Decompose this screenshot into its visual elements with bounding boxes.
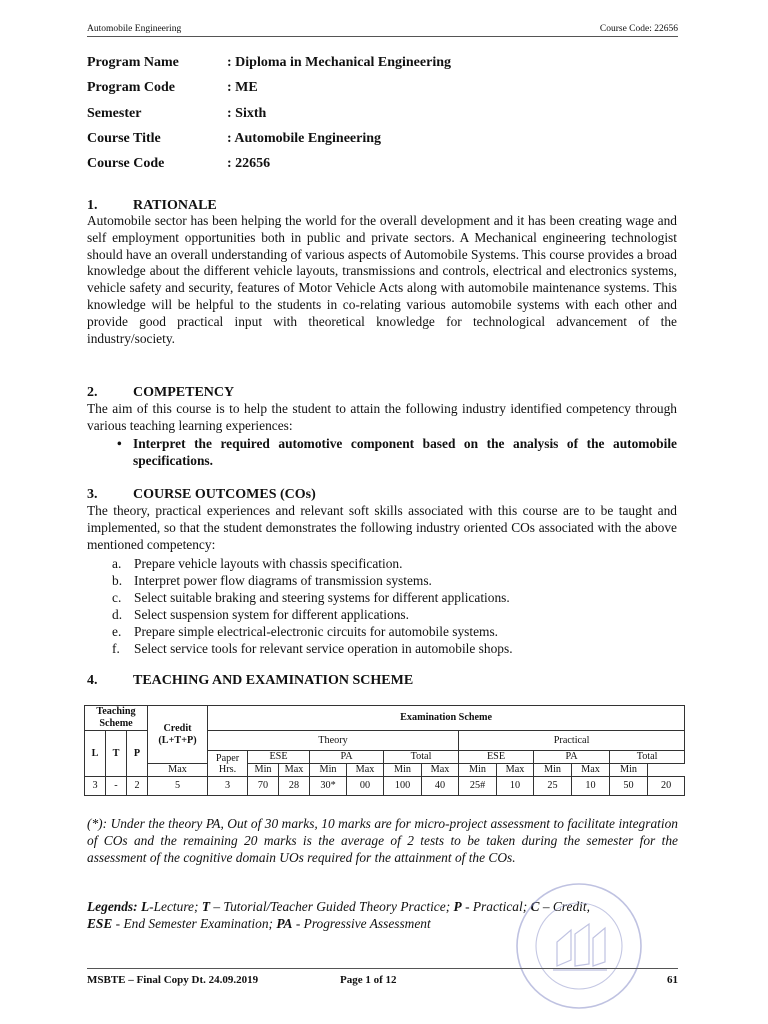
section-title: COURSE OUTCOMES (COs) [133, 487, 316, 502]
section-title: TEACHING AND EXAMINATION SCHEME [133, 673, 414, 688]
table-header-row [85, 764, 685, 777]
max-header: Max [279, 764, 310, 777]
t-header: T [106, 731, 127, 777]
header-course-code: Course Code: 22656 [599, 24, 678, 34]
section-heading-course-outcomes [87, 487, 316, 503]
table-cell: 40 [422, 777, 459, 796]
section-number: 4. [87, 673, 98, 688]
teaching-examination-table [84, 705, 685, 796]
paper-hrs-header: Paper Hrs. [208, 751, 248, 777]
list-item [112, 606, 513, 623]
table-cell: - [106, 777, 127, 796]
max-header: Max [422, 764, 459, 777]
page-header [87, 20, 678, 37]
footer-sheet-number: 61 [667, 974, 678, 986]
pa-note: (*): Under the theory PA, Out of 30 marks, 10 marks are for micro-project assessment to facilitate integration of COs and the remaining 20 marks is the average of 2 tests to be taken during the semester for the assessment of the cognitive domain UOs required for the attainment of the COs. [87, 816, 678, 865]
program-name-label: Program Name [87, 55, 179, 70]
list-item [112, 640, 513, 657]
practical-total-header: Total [610, 751, 685, 764]
table-cell: 25# [459, 777, 497, 796]
theory-ese-header: ESE [248, 751, 310, 764]
list-item-text: Prepare vehicle layouts with chassis specification. [134, 556, 403, 571]
competency-bullet-text: Interpret the required automotive component based on the analysis of the automobile specifications. [133, 436, 677, 468]
max-header: Max [148, 764, 208, 777]
max-header: Max [497, 764, 534, 777]
table-cell: 28 [279, 777, 310, 796]
course-outcomes-list [112, 555, 513, 657]
section-heading-rationale [87, 198, 217, 214]
max-header: Max [347, 764, 384, 777]
footer-page-number: Page 1 of 12 [340, 974, 397, 986]
list-item [112, 555, 513, 572]
legend-key: ESE [87, 916, 113, 931]
table-cell: 25 [534, 777, 572, 796]
legend-key: C [530, 899, 540, 914]
section-heading-teaching-scheme [87, 673, 413, 689]
list-item-text: Select suitable braking and steering systems for different applications. [134, 590, 510, 605]
course-title-label: Course Title [87, 130, 161, 146]
practical-pa-header: PA [534, 751, 610, 764]
section-number: 2. [87, 385, 98, 400]
program-name-value: : Diploma in Mechanical Engineering [227, 55, 451, 70]
legend-key: P [453, 899, 462, 914]
min-header: Min [610, 764, 648, 777]
table-row [85, 777, 685, 796]
practical-ese-header: ESE [459, 751, 534, 764]
table-cell: 50 [610, 777, 648, 796]
table-cell: 30* [310, 777, 347, 796]
list-marker: a. [112, 556, 122, 571]
examination-scheme-header: Examination Scheme [208, 706, 685, 731]
course-code-value: : 22656 [227, 156, 271, 172]
competency-bullet [117, 436, 677, 470]
list-marker: f. [112, 641, 120, 656]
theory-header: Theory [208, 731, 459, 751]
list-item-text: Prepare simple electrical-electronic circuits for automobile systems. [134, 624, 499, 639]
section-number: 3. [87, 487, 98, 502]
table-cell: 3 [85, 777, 106, 796]
course-code-label: Course Code [87, 156, 165, 172]
legend-value: – Tutorial/Teacher Guided Theory Practice; [213, 899, 451, 914]
table-cell: 10 [572, 777, 610, 796]
table-cell: 5 [148, 777, 208, 796]
table-cell: 100 [384, 777, 422, 796]
table-cell: 70 [248, 777, 279, 796]
max-header: Max [572, 764, 610, 777]
list-marker: e. [112, 624, 122, 639]
section-title: RATIONALE [133, 198, 217, 213]
page-footer [87, 968, 678, 986]
cos-intro: The theory, practical experiences and relevant soft skills associated with this course are to be taught and implemented, so that the student demonstrates the following industry oriented COs associated with the above mentioned competency: [87, 503, 677, 552]
program-code-value: : ME [227, 80, 258, 96]
course-title-value: : Automobile Engineering [227, 130, 382, 146]
legend-key: PA [276, 916, 293, 931]
legend-value: – Credit, [542, 899, 590, 914]
legend-key: L [140, 899, 150, 914]
min-header: Min [384, 764, 422, 777]
table-cell: 20 [648, 777, 685, 796]
legends-label: Legends: [87, 899, 138, 914]
program-code-label: Program Code [87, 80, 175, 96]
section-title: COMPETENCY [133, 385, 235, 400]
legend-value: - Practical; [465, 899, 528, 914]
legend-value: -Lecture; [149, 899, 199, 914]
legend-value: - Progressive Assessment [295, 916, 431, 931]
table-cell: 3 [208, 777, 248, 796]
min-header: Min [310, 764, 347, 777]
theory-total-header: Total [384, 751, 459, 764]
table-header-row [85, 706, 685, 731]
section-heading-competency [87, 385, 234, 401]
section-number: 1. [87, 198, 98, 213]
table-cell: 2 [127, 777, 148, 796]
credit-header: Credit (L+T+P) [148, 706, 208, 764]
list-item-text: Select service tools for relevant service operation in automobile shops. [134, 641, 513, 656]
competency-intro: The aim of this course is to help the student to attain the following industry identified competency through various teaching learning experiences: [87, 401, 677, 433]
theory-pa-header: PA [310, 751, 384, 764]
legend-value: - End Semester Examination; [115, 916, 273, 931]
footer-copy-date: MSBTE – Final Copy Dt. 24.09.2019 [87, 974, 259, 986]
practical-header: Practical [459, 731, 685, 751]
p-header: P [127, 731, 148, 777]
teaching-scheme-header: Teaching Scheme [85, 706, 148, 731]
header-course-name: Automobile Engineering [87, 24, 182, 34]
bullet-icon: • [117, 436, 122, 451]
table-cell: 00 [347, 777, 384, 796]
semester-value: : Sixth [227, 105, 267, 121]
rationale-text: Automobile sector has been helping the world for the overall development and it has been creating wage and self employment opportunities both in public and private sectors. A Mechanical engineering technologist should have an overall understanding of various aspects of Automobile Systems. This course provides a broad knowledge about the different vehicle layouts, transmissions and controls, electrical and electronics systems, vehicle safety and security, features of Motor Vehicle Acts along with automobile maintenance systems. This knowledge will be helpful to the students in co-relating various automobile systems with each other and provide good practical input with theoretical knowledge for technological advancement of the industry/society. [87, 213, 677, 346]
list-item [112, 572, 513, 589]
list-item [112, 589, 513, 606]
list-marker: c. [112, 590, 122, 605]
list-item [112, 623, 513, 640]
table-cell: 10 [497, 777, 534, 796]
list-marker: b. [112, 573, 123, 588]
list-marker: d. [112, 607, 123, 622]
l-header: L [85, 731, 106, 777]
list-item-text: Select suspension system for different applications. [134, 607, 409, 622]
min-header: Min [248, 764, 279, 777]
legend-key: T [201, 899, 210, 914]
min-header: Min [459, 764, 497, 777]
min-header: Min [534, 764, 572, 777]
semester-label: Semester [87, 105, 142, 121]
list-item-text: Interpret power flow diagrams of transmission systems. [134, 573, 432, 588]
institution-seal-stamp-icon [513, 880, 645, 1012]
